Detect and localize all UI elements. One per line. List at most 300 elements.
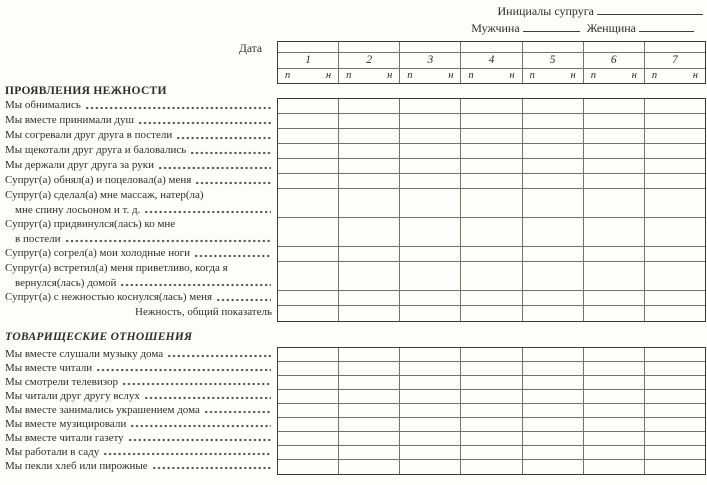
label-row xyxy=(5,261,272,290)
score-cell[interactable] xyxy=(278,362,339,375)
score-cell[interactable] xyxy=(584,362,645,375)
grid-row xyxy=(278,218,705,247)
dotted-leader xyxy=(121,283,271,287)
grid-row xyxy=(278,446,705,460)
man-label: Мужчина xyxy=(471,21,520,35)
label-line xyxy=(5,203,272,218)
score-cell[interactable] xyxy=(645,218,705,246)
subcol-n-label: н xyxy=(692,70,698,81)
score-cell[interactable] xyxy=(278,291,339,305)
score-cell[interactable] xyxy=(339,247,400,261)
subcol-p-label: п xyxy=(468,70,474,81)
grid-row xyxy=(278,129,705,144)
dotted-leader xyxy=(145,396,271,400)
dotted-leader xyxy=(86,106,271,110)
label-line xyxy=(5,188,272,203)
grid-row xyxy=(278,291,705,306)
score-cell[interactable] xyxy=(461,189,522,217)
label-row xyxy=(5,389,272,403)
row-label: Супруг(а) с нежностью коснулся(лась) меня xyxy=(5,291,213,303)
score-cell[interactable] xyxy=(461,390,522,403)
score-cell[interactable] xyxy=(523,174,584,188)
score-cell[interactable] xyxy=(645,99,705,113)
label-line xyxy=(5,246,272,261)
score-cell[interactable] xyxy=(523,404,584,417)
score-cell[interactable] xyxy=(523,306,584,321)
score-cell[interactable] xyxy=(584,306,645,321)
row-label: Мы вместе занимались украшением дома xyxy=(5,404,200,416)
score-cell[interactable] xyxy=(278,189,339,217)
score-cell[interactable] xyxy=(584,114,645,128)
score-cell[interactable] xyxy=(278,390,339,403)
score-cell[interactable] xyxy=(645,390,705,403)
section-labels xyxy=(5,98,272,320)
label-row xyxy=(5,305,272,320)
score-cell[interactable] xyxy=(339,129,400,143)
score-cell[interactable] xyxy=(645,291,705,305)
score-cell[interactable] xyxy=(278,306,339,321)
score-cell[interactable] xyxy=(645,376,705,389)
score-cell[interactable] xyxy=(645,306,705,321)
row-label: Мы согревали друг друга в постели xyxy=(5,129,173,141)
label-line xyxy=(5,347,272,361)
score-cell[interactable] xyxy=(278,404,339,417)
score-cell[interactable] xyxy=(461,306,522,321)
label-line xyxy=(5,375,272,389)
label-row xyxy=(5,417,272,431)
subcol-p-label: п xyxy=(346,70,352,81)
score-cell[interactable] xyxy=(645,129,705,143)
woman-blank-line[interactable] xyxy=(639,20,694,32)
score-cell[interactable] xyxy=(278,144,339,158)
table-header-grid xyxy=(277,41,706,84)
score-cell[interactable] xyxy=(523,291,584,305)
grid-row xyxy=(278,376,705,390)
score-cell[interactable] xyxy=(645,114,705,128)
date-cell[interactable] xyxy=(461,42,522,52)
score-cell[interactable] xyxy=(400,291,461,305)
label-row xyxy=(5,290,272,305)
dotted-leader xyxy=(195,254,271,258)
score-cell[interactable] xyxy=(339,376,400,389)
score-cell[interactable] xyxy=(400,174,461,188)
dotted-leader xyxy=(191,151,271,155)
score-cell[interactable] xyxy=(523,376,584,389)
score-cell[interactable] xyxy=(523,390,584,403)
label-row xyxy=(5,188,272,217)
score-cell[interactable] xyxy=(278,174,339,188)
score-cell[interactable] xyxy=(645,446,705,459)
section-title: ПРОЯВЛЕНИЯ НЕЖНОСТИ xyxy=(5,85,167,97)
score-cell[interactable] xyxy=(278,129,339,143)
label-line xyxy=(5,305,272,320)
subcol-n-label: н xyxy=(325,70,332,81)
grid-row xyxy=(278,362,705,376)
label-row xyxy=(5,361,272,375)
score-cell[interactable] xyxy=(645,362,705,375)
score-cell[interactable] xyxy=(584,189,645,217)
score-cell[interactable] xyxy=(339,114,400,128)
score-cell[interactable] xyxy=(461,291,522,305)
score-cell[interactable] xyxy=(400,446,461,459)
score-cell[interactable] xyxy=(523,99,584,113)
score-cell[interactable] xyxy=(461,174,522,188)
score-cell[interactable] xyxy=(400,432,461,445)
dotted-leader xyxy=(177,136,271,140)
day-number-cell: 7 xyxy=(672,54,678,66)
score-cell[interactable] xyxy=(584,348,645,361)
score-cell[interactable] xyxy=(461,99,522,113)
score-cell[interactable] xyxy=(400,189,461,217)
label-line xyxy=(5,459,272,473)
row-label: Мы работали в саду xyxy=(5,446,100,458)
score-cell[interactable] xyxy=(645,418,705,431)
grid-row xyxy=(278,159,705,174)
grid-row xyxy=(278,99,705,114)
subcol-p-label: п xyxy=(651,70,658,81)
score-cell[interactable] xyxy=(278,218,339,246)
score-cell[interactable] xyxy=(278,114,339,128)
label-row xyxy=(5,445,272,459)
day-number-cell: 5 xyxy=(523,53,584,68)
score-cell[interactable] xyxy=(339,446,400,459)
label-line xyxy=(5,276,272,291)
score-cell[interactable] xyxy=(523,189,584,217)
grid-row xyxy=(278,460,705,474)
row-label: Нежность, общий показатель xyxy=(135,306,272,318)
score-cell[interactable] xyxy=(645,262,705,290)
score-cell[interactable] xyxy=(461,418,522,431)
row-label: вернулся(лась) домой xyxy=(15,276,117,289)
score-cell[interactable] xyxy=(523,129,584,143)
score-cell[interactable] xyxy=(645,432,705,445)
dotted-leader xyxy=(131,424,271,428)
row-label: Мы держали друг друга за руки xyxy=(5,159,154,171)
label-line xyxy=(5,389,272,403)
label-line xyxy=(5,158,272,173)
section-labels xyxy=(5,347,272,473)
subcolumn-cell xyxy=(339,69,400,83)
score-cell[interactable] xyxy=(339,159,400,173)
row-label: Супруг(а) сделал(а) мне массаж, натер(ла) xyxy=(5,189,204,201)
row-label: Мы пекли хлеб или пирожные xyxy=(5,460,148,472)
grid-row xyxy=(278,418,705,432)
row-label: мне спину лосьоном и т. д. xyxy=(15,203,141,216)
day-number-cell: 2 xyxy=(339,53,400,68)
score-cell[interactable] xyxy=(645,404,705,417)
score-cell[interactable] xyxy=(339,189,400,217)
score-cell[interactable] xyxy=(584,446,645,459)
dotted-leader xyxy=(139,121,271,125)
grid-row xyxy=(278,404,705,418)
subcolumn-cell xyxy=(278,69,339,83)
date-cell[interactable] xyxy=(339,42,400,52)
score-cell[interactable] xyxy=(339,432,400,445)
score-cell[interactable] xyxy=(339,390,400,403)
initials-label: Инициалы супруга xyxy=(497,4,594,18)
man-blank-line[interactable] xyxy=(523,20,580,32)
score-cell[interactable] xyxy=(278,262,339,290)
subcol-n-label: н xyxy=(448,70,454,81)
score-cell[interactable] xyxy=(645,144,705,158)
dotted-leader xyxy=(145,210,271,214)
date-cell[interactable] xyxy=(584,42,645,52)
label-line xyxy=(5,217,272,232)
score-cell[interactable] xyxy=(400,390,461,403)
score-cell[interactable] xyxy=(461,262,522,290)
score-cell[interactable] xyxy=(523,247,584,261)
label-line xyxy=(5,431,272,445)
date-cell[interactable] xyxy=(400,42,461,52)
dotted-leader xyxy=(196,181,271,185)
score-cell[interactable] xyxy=(523,432,584,445)
score-cell[interactable] xyxy=(278,247,339,261)
score-cell[interactable] xyxy=(400,460,461,474)
score-cell[interactable] xyxy=(339,218,400,246)
score-cell[interactable] xyxy=(584,144,645,158)
dotted-leader xyxy=(104,452,271,456)
grid-row xyxy=(278,390,705,404)
score-cell[interactable] xyxy=(278,159,339,173)
row-label: Мы вместе музицировали xyxy=(5,418,127,430)
score-cell[interactable] xyxy=(584,218,645,246)
dotted-leader xyxy=(129,438,271,442)
date-cell[interactable] xyxy=(645,42,705,52)
score-cell[interactable] xyxy=(400,348,461,361)
row-label: Мы вместе читали xyxy=(5,362,93,374)
label-row xyxy=(5,143,272,158)
score-cell[interactable] xyxy=(523,262,584,290)
dotted-leader xyxy=(205,410,271,414)
score-cell[interactable] xyxy=(584,390,645,403)
row-label: Супруг(а) придвинулся(лась) ко мне xyxy=(5,218,176,230)
score-cell[interactable] xyxy=(339,144,400,158)
score-cell[interactable] xyxy=(278,99,339,113)
row-label: в постели xyxy=(15,232,61,245)
grid-row xyxy=(278,262,705,291)
label-row xyxy=(5,347,272,361)
score-cell[interactable] xyxy=(339,99,400,113)
score-cell[interactable] xyxy=(400,144,461,158)
score-cell[interactable] xyxy=(461,247,522,261)
label-line xyxy=(5,403,272,417)
score-cell[interactable] xyxy=(461,129,522,143)
label-line xyxy=(5,128,272,143)
score-cell[interactable] xyxy=(584,262,645,290)
score-cell[interactable] xyxy=(461,432,522,445)
subcol-p-label: п xyxy=(285,70,291,81)
label-line xyxy=(5,261,272,276)
subcol-n-label: н xyxy=(631,70,637,81)
score-cell[interactable] xyxy=(339,460,400,474)
label-row xyxy=(5,431,272,445)
label-line xyxy=(5,98,272,113)
label-line xyxy=(5,173,272,188)
score-cell[interactable] xyxy=(584,174,645,188)
score-cell[interactable] xyxy=(584,247,645,261)
score-cell[interactable] xyxy=(278,446,339,459)
score-cell[interactable] xyxy=(461,144,522,158)
score-cell[interactable] xyxy=(461,362,522,375)
row-label: Мы смотрели телевизор xyxy=(5,376,118,388)
score-cell[interactable] xyxy=(523,218,584,246)
subcolumn-cell xyxy=(645,69,705,83)
score-cell[interactable] xyxy=(523,446,584,459)
score-cell[interactable] xyxy=(339,348,400,361)
score-cell[interactable] xyxy=(584,129,645,143)
label-line xyxy=(5,445,272,459)
score-cell[interactable] xyxy=(278,432,339,445)
score-cell[interactable] xyxy=(339,404,400,417)
subcolumn-row xyxy=(278,69,705,83)
score-cell[interactable] xyxy=(584,460,645,474)
label-row xyxy=(5,128,272,143)
label-row xyxy=(5,403,272,417)
score-cell[interactable] xyxy=(461,376,522,389)
grid-row xyxy=(278,144,705,159)
label-line xyxy=(5,361,272,375)
grid-row xyxy=(278,348,705,362)
score-cell[interactable] xyxy=(645,174,705,188)
score-cell[interactable] xyxy=(400,418,461,431)
score-cell[interactable] xyxy=(523,460,584,474)
grid-row xyxy=(278,306,705,321)
score-cell[interactable] xyxy=(523,144,584,158)
score-cell[interactable] xyxy=(645,189,705,217)
gender-line xyxy=(383,20,703,37)
row-label: Мы вместе читали газету xyxy=(5,432,124,444)
day-number-cell: 4 xyxy=(461,53,522,68)
score-cell[interactable] xyxy=(461,460,522,474)
initials-line xyxy=(383,3,703,20)
score-cell[interactable] xyxy=(339,262,400,290)
label-row xyxy=(5,246,272,261)
spouse-initials-block xyxy=(383,3,703,37)
woman-label: Женщина xyxy=(586,21,636,35)
score-cell[interactable] xyxy=(400,129,461,143)
score-cell[interactable] xyxy=(461,404,522,417)
score-cell[interactable] xyxy=(584,159,645,173)
score-cell[interactable] xyxy=(584,291,645,305)
dotted-leader xyxy=(153,466,271,470)
initials-blank-line[interactable] xyxy=(597,3,703,15)
label-row xyxy=(5,375,272,389)
label-row xyxy=(5,459,272,473)
label-row xyxy=(5,113,272,128)
score-cell[interactable] xyxy=(278,376,339,389)
row-label: Мы читали друг другу вслух xyxy=(5,390,140,402)
subcolumn-cell xyxy=(523,69,584,83)
row-label: Мы вместе слушали музыку дома xyxy=(5,348,164,360)
score-cell[interactable] xyxy=(339,174,400,188)
label-row xyxy=(5,158,272,173)
section-title: ТОВАРИЩЕСКИЕ ОТНОШЕНИЯ xyxy=(5,331,193,343)
score-cell[interactable] xyxy=(400,114,461,128)
score-cell[interactable] xyxy=(523,418,584,431)
score-cell[interactable] xyxy=(461,218,522,246)
dotted-leader xyxy=(168,354,271,358)
score-cell[interactable] xyxy=(400,376,461,389)
score-cell[interactable] xyxy=(400,262,461,290)
score-cell[interactable] xyxy=(523,114,584,128)
grid-row xyxy=(278,174,705,189)
day-number-cell: 1 xyxy=(278,53,339,68)
score-cell[interactable] xyxy=(400,159,461,173)
score-cell[interactable] xyxy=(400,306,461,321)
section-grid xyxy=(277,98,706,322)
grid-row xyxy=(278,114,705,129)
score-cell[interactable] xyxy=(584,432,645,445)
row-label: Супруг(а) встретил(а) меня приветливо, когда я xyxy=(5,262,228,274)
row-label: Супруг(а) согрел(а) мои холодные ноги xyxy=(5,247,190,259)
score-cell[interactable] xyxy=(278,418,339,431)
score-cell[interactable] xyxy=(645,348,705,361)
dotted-leader xyxy=(66,239,271,243)
score-cell[interactable] xyxy=(278,460,339,474)
date-cell[interactable] xyxy=(523,42,584,52)
score-cell[interactable] xyxy=(645,247,705,261)
score-cell[interactable] xyxy=(584,99,645,113)
row-label: Супруг(а) обнял(а) и поцеловал(а) меня xyxy=(5,174,192,186)
grid-row xyxy=(278,247,705,262)
date-cell[interactable] xyxy=(278,42,339,52)
subcol-n-label: н xyxy=(570,70,576,81)
score-cell[interactable] xyxy=(584,418,645,431)
grid-row xyxy=(278,432,705,446)
score-cell[interactable] xyxy=(584,376,645,389)
score-cell[interactable] xyxy=(645,159,705,173)
label-line xyxy=(5,290,272,305)
score-cell[interactable] xyxy=(523,159,584,173)
subcol-p-label: п xyxy=(407,70,413,81)
subcol-p-label: п xyxy=(590,70,596,81)
score-cell[interactable] xyxy=(584,404,645,417)
score-cell[interactable] xyxy=(400,218,461,246)
day-number-row xyxy=(278,53,705,69)
day-number-cell: 6 xyxy=(584,53,645,68)
subcolumn-cell xyxy=(400,69,461,83)
score-cell[interactable] xyxy=(400,362,461,375)
subcolumn-cell xyxy=(584,69,645,83)
score-cell[interactable] xyxy=(339,306,400,321)
score-cell[interactable] xyxy=(339,362,400,375)
score-cell[interactable] xyxy=(400,404,461,417)
subcolumn-cell xyxy=(461,69,522,83)
score-cell[interactable] xyxy=(339,418,400,431)
dotted-leader xyxy=(97,368,271,372)
label-line xyxy=(5,113,272,128)
score-cell[interactable] xyxy=(400,247,461,261)
grid-row xyxy=(278,189,705,218)
score-cell[interactable] xyxy=(461,446,522,459)
score-cell[interactable] xyxy=(400,99,461,113)
row-label: Мы щекотали друг друга и баловались xyxy=(5,144,187,156)
date-entry-row xyxy=(278,42,705,53)
score-cell[interactable] xyxy=(523,362,584,375)
score-cell[interactable] xyxy=(645,460,705,474)
score-cell[interactable] xyxy=(278,348,339,361)
dotted-leader xyxy=(123,382,271,386)
score-cell[interactable] xyxy=(523,348,584,361)
score-cell[interactable] xyxy=(461,114,522,128)
row-label: Мы вместе принимали душ xyxy=(5,114,134,126)
section-grid xyxy=(277,347,706,475)
score-cell[interactable] xyxy=(461,159,522,173)
subcol-n-label: н xyxy=(387,70,393,81)
score-cell[interactable] xyxy=(461,348,522,361)
date-label: Дата xyxy=(239,43,262,55)
score-cell[interactable] xyxy=(339,291,400,305)
